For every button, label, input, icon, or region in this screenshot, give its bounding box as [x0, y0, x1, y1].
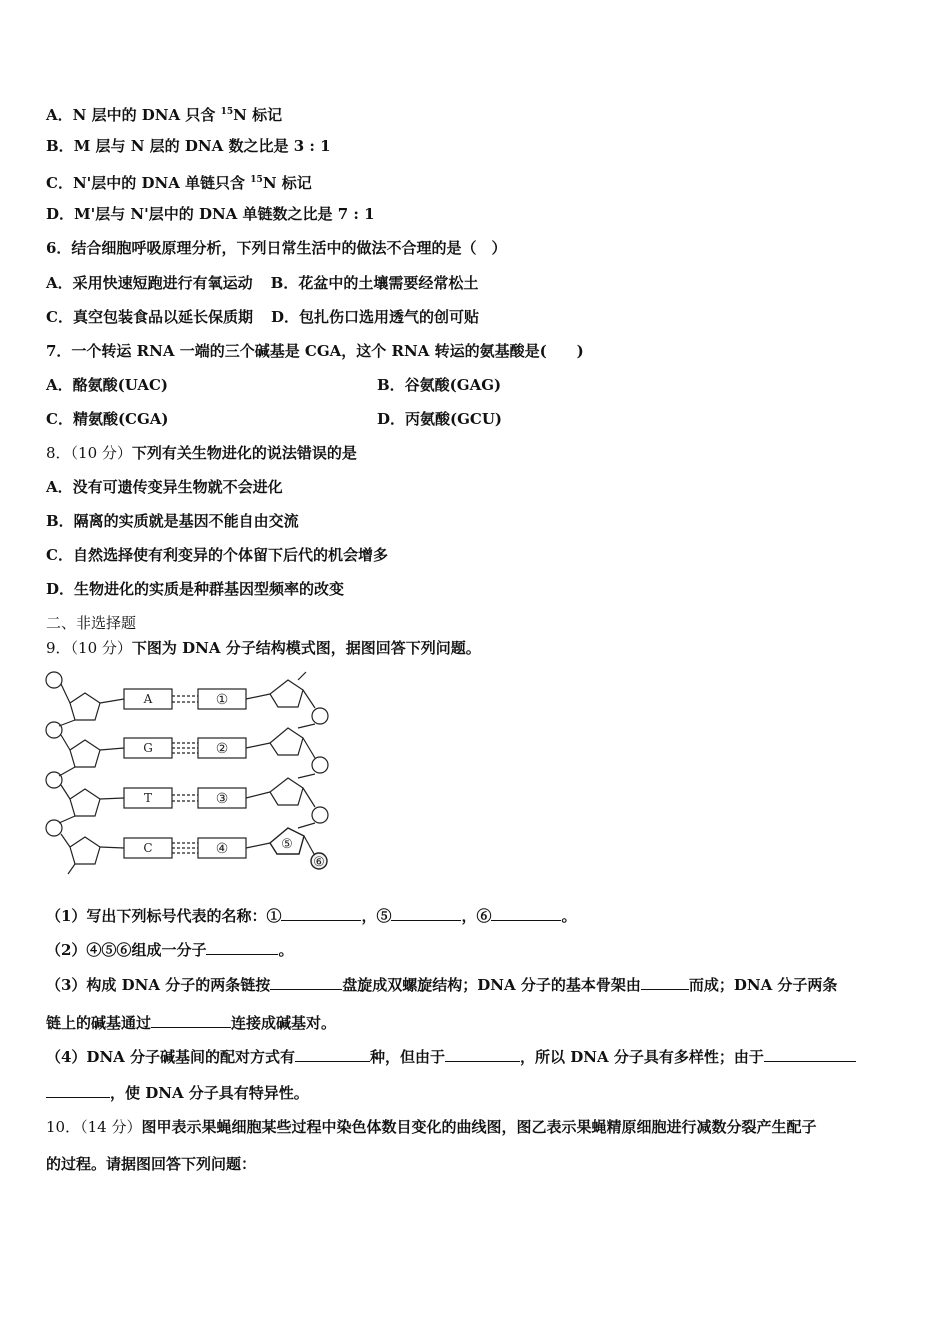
option-5a: A．N 层中的 DNA 只含 $^{15}$N 标记 [46, 106, 283, 124]
answer-blank-molecule[interactable] [206, 938, 278, 955]
base-label-3: ③ [215, 791, 229, 807]
option-5c: C．N'层中的 DNA 单链只含 $^{15}$N 标记 [46, 174, 312, 192]
q9-part3-line1: （3）构成 DNA 分子的两条链按 盘旋成双螺旋结构；DNA 分子的基本骨架由 而成；DNA 分子两条 [46, 973, 837, 996]
answer-blank-1[interactable] [281, 904, 361, 921]
answer-blank-hbond[interactable] [151, 1011, 231, 1028]
q9-part1: （1）写出下列标号代表的名称：① ，⑤ ，⑥ 。 [46, 904, 577, 927]
q9-part3-line2: 链上的碱基通过 连接成碱基对。 [46, 1011, 336, 1034]
answer-blank-backbone[interactable] [641, 973, 689, 990]
question-6-stem: 6．结合细胞呼吸原理分析，下列日常生活中的做法不合理的是（ ） [46, 239, 507, 257]
question-10-stem: 10．（14 分）图甲表示果蝇细胞某些过程中染色体数目变化的曲线图，图乙表示果蝇精原细胞进行减数分裂产生配子 [46, 1118, 817, 1136]
base-label-g: G [143, 741, 153, 755]
sugar-label-5: ⑤ [281, 837, 293, 852]
q9-part2: （2）④⑤⑥组成一分子 。 [46, 938, 293, 961]
option-8b: B．隔离的实质就是基因不能自由交流 [46, 512, 299, 530]
question-6-options-row2: C．真空包装食品以延长保质期 D．包扎伤口选用透气的创可贴 [46, 308, 479, 326]
left-deoxyribose-pentagons [70, 693, 100, 864]
question-8-stem: 8．（10 分）下列有关生物进化的说法错误的是 [46, 444, 357, 462]
base-label-2: ② [215, 741, 229, 757]
answer-blank-helix[interactable] [270, 973, 342, 990]
option-8a: A．没有可遗传变异生物就不会进化 [46, 478, 283, 496]
question-10-stem-line2: 的过程。请据图回答下列问题： [46, 1155, 257, 1173]
right-base-bonds [246, 694, 270, 848]
answer-blank-specificity-a[interactable] [764, 1045, 856, 1062]
option-7a: A．酪氨酸(UAC) [46, 376, 169, 394]
option-5d: D．M'层与 N'层中的 DNA 单链数之比是 7 : 1 [46, 205, 375, 223]
option-7c: C．精氨酸(CGA) [46, 410, 169, 428]
option-7b: B．谷氨酸(GAG) [377, 376, 502, 394]
right-phosphate-circles [311, 708, 328, 869]
base-label-t: T [143, 791, 153, 805]
question-6-options-row1: A．采用快速短跑进行有氧运动 B．花盆中的土壤需要经常松土 [46, 274, 479, 292]
answer-blank-6[interactable] [491, 904, 561, 921]
phosphate-label-6: ⑥ [313, 855, 325, 870]
left-phosphate-circles [46, 672, 62, 836]
option-8c: C．自然选择使有利变异的个体留下后代的机会增多 [46, 546, 388, 564]
option-5b: B．M 层与 N 层的 DNA 数之比是 3 : 1 [46, 137, 331, 155]
left-base-bonds [100, 699, 124, 848]
base-label-4: ④ [215, 841, 229, 857]
answer-blank-pairing[interactable] [295, 1045, 370, 1062]
hydrogen-bonds [172, 696, 198, 853]
q9-part4-line2: ，使 DNA 分子具有特异性。 [46, 1081, 309, 1104]
section-title: 二、非选择题 [46, 614, 137, 632]
base-label-c: C [143, 841, 153, 855]
answer-blank-specificity-b[interactable] [46, 1081, 110, 1098]
question-9-stem: 9．（10 分）下图为 DNA 分子结构模式图，据图回答下列问题。 [46, 639, 481, 657]
question-7-stem: 7．一个转运 RNA 一端的三个碱基是 CGA，这个 RNA 转运的氨基酸是( ) [46, 342, 584, 360]
q9-part4-line1: （4）DNA 分子碱基间的配对方式有 种，但由于 ，所以 DNA 分子具有多样性；由于 [46, 1045, 856, 1068]
base-label-1: ① [215, 692, 229, 708]
dna-structure-diagram [40, 668, 340, 878]
answer-blank-5[interactable] [391, 904, 461, 921]
base-label-a: A [143, 692, 153, 706]
option-8d: D．生物进化的实质是种群基因型频率的改变 [46, 580, 345, 598]
option-7d: D．丙氨酸(GCU) [377, 410, 503, 428]
answer-blank-diversity[interactable] [445, 1045, 520, 1062]
